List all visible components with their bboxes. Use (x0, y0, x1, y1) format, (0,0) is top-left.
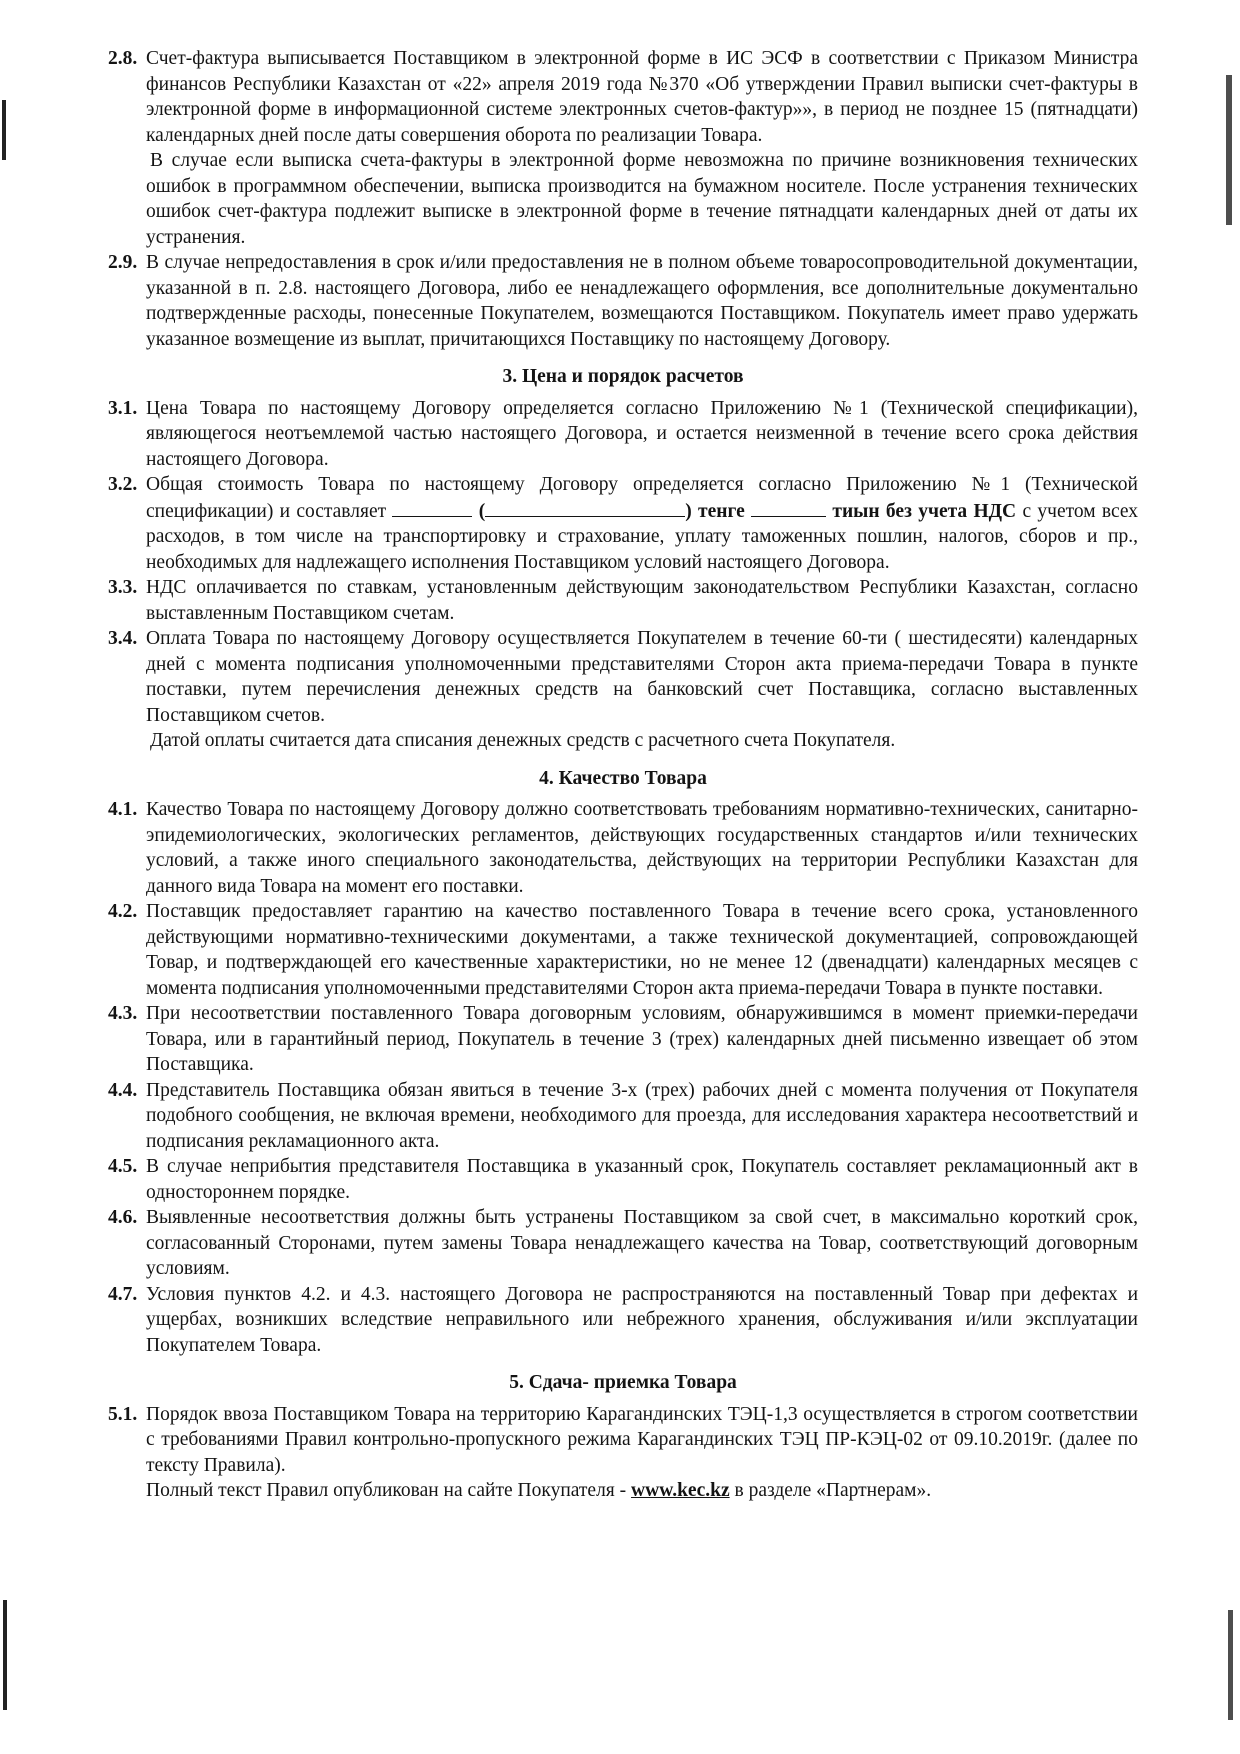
clause-text: В случае непредоставления в срок и/или предоставления не в полном объеме товаросопроводительной документации, указанной в п. 2.8. настоящего Договора, либо ее ненадлежащего оформления, все дополнительные документально подтвержденные расходы, понесенные Покупателем, возмещаются Поставщиком. Покупатель имеет право удержать указанное возмещение из выплат, причитающихся Поставщику по настоящему Договору. (146, 252, 1138, 350)
clause-4-1 (108, 797, 1138, 899)
amount-words-blank[interactable] (485, 498, 685, 517)
clause-text: Оплата Товара по настоящему Договору осуществляется Покупателем в течение 60-ти ( шестидесяти) календарных дней с момента подписания уполномоченными представителями Сторон акта приема-передачи Товара в пункте поставки, путем перечисления денежных средств на банковский счет Поставщика, согласно выставленных Поставщиком счетов. (146, 628, 1138, 726)
clause-text: Качество Товара по настоящему Договору должно соответствовать требованиям нормативно-технических, санитарно-эпидемиологических, экологических регламентов, действующих государственных стандартов и/или технических условий, а также иного специального законодательства, действующих на территории Республики Казахстан для данного вида Товара на момент его поставки. (146, 799, 1138, 897)
clause-text: При несоответствии поставленного Товара договорным условиям, обнаружившимся в момент приемки-передачи Товара, или в гарантийный период, Покупатель в течение 3 (трех) календарных дней письменно извещает об этом Поставщика. (146, 1003, 1138, 1075)
scan-mark-right-top (1226, 75, 1232, 225)
publication-text: Полный текст Правил опубликован на сайте Покупателя - (146, 1480, 627, 1501)
clause-3-4 (108, 626, 1138, 728)
clause-text: Порядок ввоза Поставщиком Товара на территорию Карагандинских ТЭЦ-1,3 осуществляется в строгом соответствии с требованиями Правил контрольно-пропускного режима Карагандинских ТЭЦ ПР-КЭЦ-02 от 09.10.2019г. (далее по тексту Правила). (146, 1403, 1138, 1476)
clause-number: 4.5. (108, 1156, 138, 1177)
section-heading-5: 5. Сдача- приемка Товара (509, 1372, 737, 1393)
amount-blank[interactable] (392, 498, 472, 517)
scan-mark-left-bottom (3, 1600, 7, 1710)
clause-3-4-paragraph-2: Датой оплаты считается дата списания денежных средств с расчетного счета Покупателя. (150, 730, 896, 751)
currency-label: тенге (698, 500, 745, 522)
clause-number: 4.2. (108, 901, 138, 922)
clause-number: 4.7. (108, 1283, 138, 1305)
section-heading-4: 4. Качество Товара (539, 767, 707, 789)
paren-close: ) (685, 500, 692, 522)
clause-number: 3.4. (108, 628, 138, 649)
clause-4-6 (108, 1205, 1138, 1282)
clause-text: Счет-фактура выписывается Поставщиком в электронной форме в ИС ЭСФ в соответствии с Приказом Министра финансов Республики Казахстан от «22» апреля 2019 года №370 «Об утверждении Правил выписки счет-фактуры в электронной форме в информационной системе электронных счетов-фактур»», в период не позднее 15 (пятнадцати) календарных дней после даты совершения оборота по реализации Товара. (146, 48, 1138, 146)
clause-text: Представитель Поставщика обязан явиться в течение 3-х (трех) рабочих дней с момента получения от Покупателя подобного сообщения, не включая времени, необходимого для проезда, для исследования характера несоответствий и подписания рекламационного акта. (146, 1079, 1138, 1152)
clause-number: 2.9. (108, 252, 138, 273)
clause-4-7 (108, 1282, 1138, 1359)
clause-4-3 (108, 1001, 1138, 1078)
clause-text: Цена Товара по настоящему Договору определяется согласно Приложению №1 (Технической спецификации), являющегося неотъемлемой частью настоящего Договора, и остается неизменной в течение всего срока действия настоящего Договора. (146, 397, 1138, 470)
publication-text-cont: в разделе «Партнерам». (734, 1480, 932, 1501)
tiyn-label: тиын без учета НДС (832, 500, 1017, 522)
clause-5-1 (108, 1402, 1138, 1479)
clause-text-cont: с учетом всех расходов, в том числе на транспортировку и страхование, уплату таможенных пошлин, налогов, сборов и пр., необходимых для надлежащего исполнения Поставщиком условий настоящего Договора. (146, 500, 1139, 573)
clause-3-2 (108, 472, 1138, 575)
clause-number: 4.1. (108, 799, 138, 820)
clause-4-4 (108, 1078, 1138, 1155)
clause-number: 3.2. (108, 474, 138, 495)
scan-mark-left-top (2, 100, 6, 160)
tiyn-blank[interactable] (751, 498, 826, 517)
clause-number: 2.8. (108, 48, 138, 69)
clause-5-1-paragraph-2 (108, 1478, 1138, 1504)
clause-4-2 (108, 899, 1138, 1001)
clause-number: 4.3. (108, 1003, 138, 1024)
clause-3-3 (108, 575, 1138, 626)
clause-3-1 (108, 396, 1138, 473)
clause-4-5 (108, 1154, 1138, 1205)
clause-number: 4.4. (108, 1079, 138, 1101)
paren-open: ( (478, 500, 486, 522)
clause-2-8 (108, 46, 1138, 148)
clause-text: Условия пунктов 4.2. и 4.3. настоящего Договора не распространяются на поставленный Товар при дефектах и ущербах, возникших вследствие неправильного или небрежного хранения, обслуживания и/или эксплуатации Покупателем Товара. (146, 1283, 1138, 1356)
clause-text: НДС оплачивается по ставкам, установленным действующим законодательством Республики Казахстан, согласно выставленным Поставщиком счетам. (146, 577, 1138, 624)
clause-number: 3.1. (108, 397, 138, 419)
section-heading-3: 3. Цена и порядок расчетов (502, 366, 744, 387)
scan-mark-right-bottom (1228, 1610, 1233, 1720)
clause-text: Поставщик предоставляет гарантию на качество поставленного Товара в течение всего срока, установленного действующими нормативно-техническими документами, а также технической документацией, сопровождающей Товар, и подтверждающей его качественные характеристики, но не менее 12 (двенадцати) календарных месяцев с момента подписания уполномоченными представителями Сторон акта приема-передачи Товара в пункте поставки. (146, 901, 1138, 999)
clause-text: Общая стоимость Товара по настоящему Договору определяется согласно Приложению №1 (Технической спецификации) и составляет (146, 474, 1138, 522)
clause-number: 3.3. (108, 577, 138, 598)
clause-number: 4.6. (108, 1207, 138, 1228)
clause-2-9 (108, 250, 1138, 352)
clause-number: 5.1. (108, 1403, 138, 1425)
website-link[interactable]: www.kec.kz (631, 1480, 730, 1501)
clause-text: Выявленные несоответствия должны быть устранены Поставщиком за свой счет, в максимально короткий срок, согласованный Сторонами, путем замены Товара ненадлежащего качества на Товар, соответствующий договорным условиям. (146, 1207, 1138, 1279)
clause-2-8-paragraph-2: В случае если выписка счета-фактуры в электронной форме невозможна по причине возникновения технических ошибок в программном обеспечении, выписка производится на бумажном носителе. После устранения технических ошибок счет-фактура подлежит выписке в электронной форме в течение пятнадцати календарных дней от даты их устранения. (146, 150, 1138, 248)
clause-text: В случае неприбытия представителя Поставщика в указанный срок, Покупатель составляет рекламационный акт в одностороннем порядке. (146, 1156, 1138, 1203)
contract-page (108, 46, 1138, 1504)
